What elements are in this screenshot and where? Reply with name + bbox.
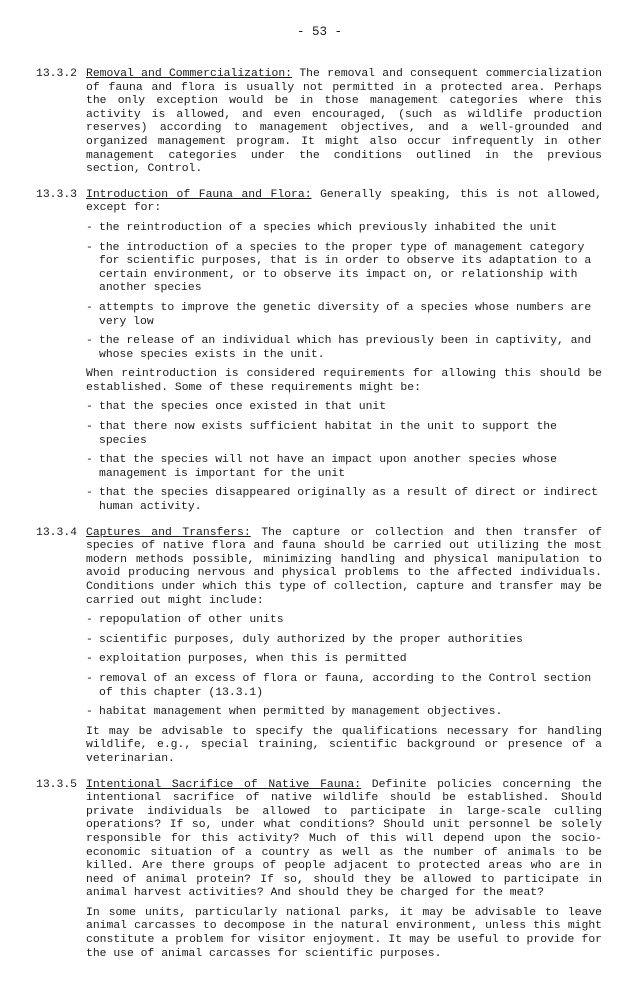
list-item: - that there now exists sufficient habitat in the unit to support the species [86,421,557,447]
section-number: 13.3.5 [36,778,78,791]
section-13-3-5 [36,779,602,968]
section-number: 13.3.3 [36,188,78,201]
section-text: The removal and consequent commercialization of fauna and flora is usually not permitted in a protected area. Perhaps the only exception would be in those management categories where this activity is allowed, and even encouraged, (such as wildlife production reserves) according to management objectives, and a well-grounded and organized management program. It might also occur infrequently in other management categories under the conditions outlined in the previous section, Control. [86,68,602,176]
requirements-list [86,401,602,514]
conditions-list [86,614,602,720]
list-item: - the introduction of a species to the proper type of management category for scientific purposes, that is in order to observe its adaptation to a certain environment, or to observe its impact on, or relationship with another species [86,241,592,295]
section-text: Generally speaking, this is not allowed, except for: [86,188,602,215]
section-text: It may be advisable to specify the qualifications necessary for handling wildlife, e.g., special training, scientific background or presence of a veterinarian. [86,725,602,765]
page-number: - 53 - [296,25,342,39]
list-item: - the reintroduction of a species which previously inhabited the unit [86,221,557,234]
list-item: - that the species once existed in that unit [86,401,387,414]
list-item: - repopulation of other units [86,614,284,627]
section-title: Removal and Commercialization: [86,68,293,80]
section-number: 13.3.2 [36,68,78,80]
document-body [36,68,602,973]
list-item: - exploitation purposes, when this is permitted [86,653,407,666]
section-13-3-2 [36,68,602,183]
exception-list [86,222,602,362]
list-item: - the release of an individual which has previously been in captivity, and whose species exists in the unit. [86,335,592,361]
section-13-3-3 [36,189,602,521]
section-number: 13.3.4 [36,526,78,539]
list-item: - that the species will not have an impact upon another species whose management is important for the unit [86,454,557,480]
section-title: Captures and Transfers: [86,526,251,539]
section-title: Introduction of Fauna and Flora: [86,188,312,201]
list-item: - that the species disappeared originally as a result of direct or indirect human activity. [86,487,598,514]
section-text: Definite policies concerning the intentional sacrifice of native wildlife should be established. Should private individuals be allowed to participate in large-scale culling operations? If so, under what conditions? Should unit personnel be solely responsible for this activity? Much of this will depend upon the socio-economic situation of a country as well as the number of animals to be killed. Are there groups of people adjacent to protected areas who are in need of animal protein? If so, should they be allowed to participate in animal harvest activities? And should they be charged for the meat? [86,778,602,900]
section-text: When reintroduction is considered requirements for allowing this should be established. Some of these requirements might be: [86,368,602,394]
list-item: - habitat management when permitted by management objectives. [86,706,503,719]
list-item: - scientific purposes, duly authorized by the proper authorities [86,633,523,646]
section-13-3-4 [36,527,602,773]
list-item: - removal of an excess of flora or fauna, according to the Control section of this chapter (13.3.1) [86,672,592,699]
section-title: Intentional Sacrifice of Native Fauna: [86,778,362,791]
section-text: In some units, particularly national parks, it may be advisable to leave animal carcasses to decompose in the natural environment, unless this might constitute a problem for visitor enjoyment. It may be useful to provide for the use of animal carcasses for scientific purposes. [86,906,602,960]
list-item: - attempts to improve the genetic diversity of a species whose numbers are very low [86,301,592,328]
section-text: The capture or collection and then transfer of species of native flora and fauna should be carried out utilizing the most modern methods possible, minimizing handling and physical manipulation to avoid producing nervous and physical problems to the affected individuals. Conditions under which this type of collection, capture and transfer may be carried out might include: [86,526,602,607]
